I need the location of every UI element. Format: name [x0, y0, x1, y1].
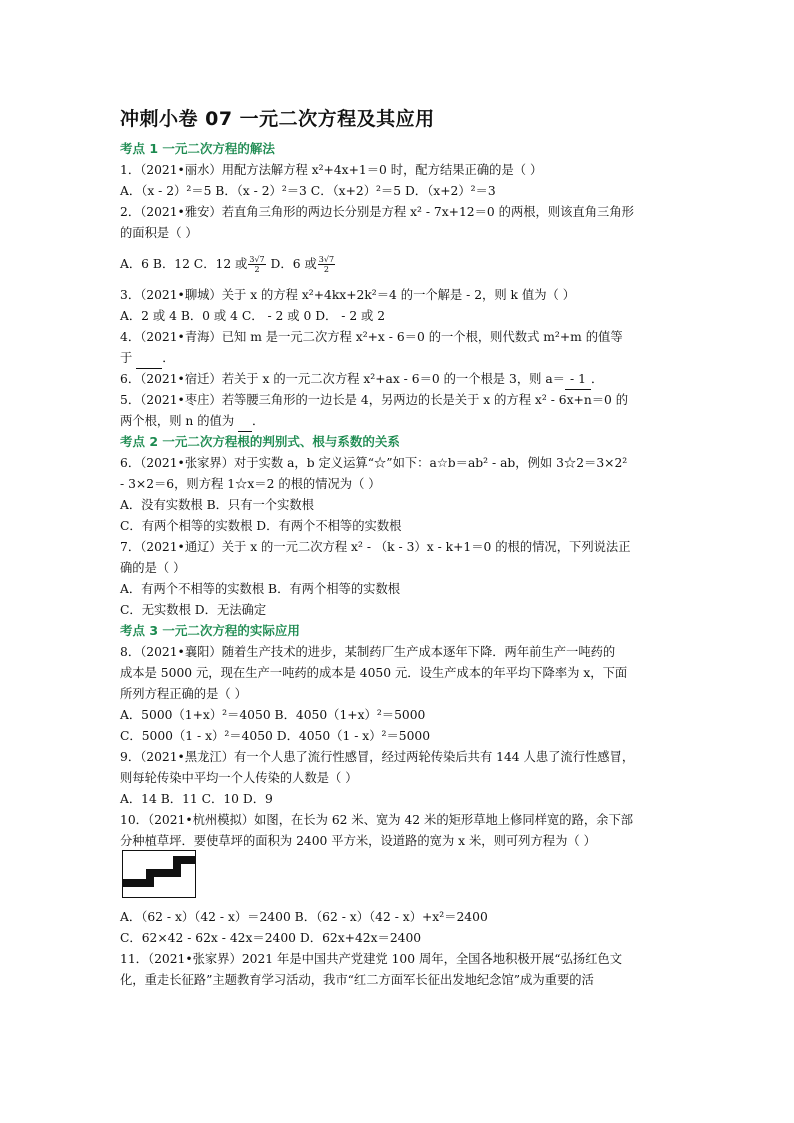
question-8: 8．（2021•襄阳）随着生产技术的进步，某制药厂生产成本逐年下降．两年前生产一吨药的: [120, 645, 616, 659]
question-1: 1．（2021•丽水）用配方法解方程 x²+4x+1＝0 时，配方结果正确的是（ ）: [120, 163, 543, 177]
fraction-numerator: 3√7: [249, 255, 265, 264]
question-7-cont: 确的是（ ）: [120, 561, 186, 575]
question-6-options-cd: C．有两个相等的实数根 D．有两个不相等的实数根: [120, 519, 402, 533]
text: ．: [590, 372, 604, 386]
text: 于: [120, 351, 137, 365]
question-9-options: A．14 B．11 C．10 D．9: [120, 792, 273, 806]
fraction-denominator: 2: [323, 265, 329, 274]
question-2: 2．（2021•雅安）若直角三角形的两边长分别是方程 x² - 7x+12＝0 的两根，则该直角三角形: [120, 205, 634, 219]
fraction-denominator: 2: [254, 265, 260, 274]
question-4-cont: [120, 348, 175, 369]
options-text-a: A．6 B．12 C．12 或: [120, 257, 248, 271]
text: ．: [162, 351, 175, 365]
question-2-cont: 的面积是（ ）: [120, 226, 198, 240]
question-5-cont: [120, 411, 264, 432]
question-1-options: A．（x - 2）²＝5 B．（x - 2）²＝3 C．（x+2）²＝5 D．（x+2）²＝3: [120, 184, 496, 198]
question-4: 4．（2021•青海）已知 m 是一元二次方程 x²+x - 6＝0 的一个根，则代数式 m²+m 的值等: [120, 330, 623, 344]
question-11: 11．（2021•张家界）2021 年是中国共产党建党 100 周年，全国各地积极开展“弘扬红色文: [120, 952, 623, 966]
question-5: 5．（2021•枣庄）若等腰三角形的一边长是 4，另两边的长是关于 x 的方程 x² - 6x+n＝0 的: [120, 393, 629, 407]
question-7-options-cd: C．无实数根 D．无法确定: [120, 603, 267, 617]
answer-blank: - 1: [565, 369, 591, 390]
text: 两个根，则 n 的值为: [120, 414, 239, 428]
question-6-cont: - 3×2＝6，则方程 1☆x＝2 的根的情况为（ ）: [120, 477, 381, 491]
answer-blank: [238, 411, 252, 432]
question-6: 6．（2021•张家界）对于实数 a，b 定义运算“☆”如下：a☆b＝ab² - ab，例如 3☆2＝3×2²: [120, 456, 628, 470]
question-8-options-cd: C．5000（1 - x）²＝4050 D．4050（1 - x）²＝5000: [120, 729, 431, 743]
question-6-options-ab: A．没有实数根 B．只有一个实数根: [120, 498, 314, 512]
text: 6．（2021•宿迁）若关于 x 的一元二次方程 x²+ax - 6＝0 的一个根是 3，则 a＝: [120, 372, 565, 386]
road-diagram: [122, 850, 196, 898]
question-8-cont: 成本是 5000 元，现在生产一吨药的成本是 4050 元．设生产成本的年平均下降率为 x，下面: [120, 666, 628, 680]
question-10: 10．（2021•杭州模拟）如图，在长为 62 米、宽为 42 米的矩形草地上修同样宽的路，余下部: [120, 813, 634, 827]
question-11-cont: 化，重走长征路”主题教育学习活动，我市“红二方面军长征出发地纪念馆”成为重要的活: [120, 973, 594, 987]
fraction: [248, 255, 265, 274]
question-10-options-cd: C．62×42 - 62x - 42x＝2400 D．62x+42x＝2400: [120, 931, 422, 945]
fraction-numerator: 3√7: [318, 255, 335, 264]
question-9-cont: 则每轮传染中平均一个人传染的人数是（ ）: [120, 771, 358, 785]
question-9: 9．（2021•黑龙江）有一个人患了流行性感冒，经过两轮传染后共有 144 人患了流行性感冒，: [120, 750, 635, 764]
question-8-options-ab: A．5000（1+x）²＝4050 B．4050（1+x）²＝5000: [120, 708, 426, 722]
answer-blank: [136, 348, 162, 369]
question-10-options-ab: A．（62 - x）（42 - x）＝2400 B．（62 - x）（42 - x）+x²＝2400: [120, 910, 488, 924]
question-7-options-ab: A．有两个不相等的实数根 B．有两个相等的实数根: [120, 582, 401, 596]
section-heading-1: 考点 1 一元二次方程的解法: [120, 141, 275, 156]
page-title: 冲刺小卷 07 一元二次方程及其应用: [120, 108, 435, 130]
question-2-options: [120, 254, 336, 274]
section-heading-2: 考点 2 一元二次方程根的判别式、根与系数的关系: [120, 434, 400, 449]
fraction: [318, 255, 335, 274]
question-7: 7．（2021•通辽）关于 x 的一元二次方程 x² - （k - 3）x - k+1＝0 的根的情况，下列说法正: [120, 540, 631, 554]
text: ．: [252, 414, 265, 428]
question-3-options: A．2 或 4 B．0 或 4 C． - 2 或 0 D． - 2 或 2: [120, 309, 386, 323]
question-3: 3．（2021•聊城）关于 x 的方程 x²+4kx+2k²＝4 的一个解是 - 2，则 k 值为（ ）: [120, 288, 576, 302]
question-10-cont: 分种植草坪．要使草坪的面积为 2400 平方米，设道路的宽为 x 米，则可列方程为（ ）: [120, 834, 596, 848]
question-6a: [120, 369, 603, 390]
question-8-cont2: 所列方程正确的是（ ）: [120, 687, 247, 701]
options-text-b: D．6 或: [266, 257, 317, 271]
section-heading-3: 考点 3 一元二次方程的实际应用: [120, 623, 300, 638]
